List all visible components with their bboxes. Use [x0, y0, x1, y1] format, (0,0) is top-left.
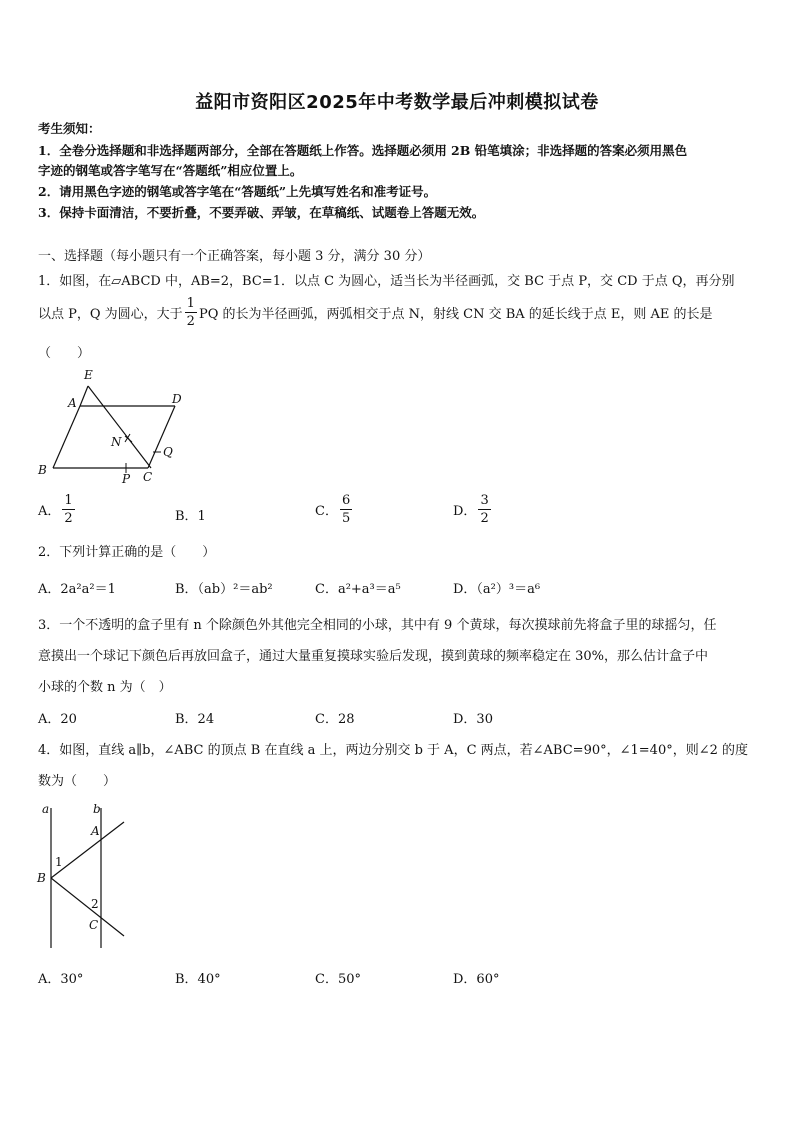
q2-option-b[interactable]: B．（ab）²＝ab²	[175, 582, 273, 597]
section-heading: 一、选择题（每小题只有一个正确答案，每小题 3 分，满分 30 分）	[38, 249, 431, 264]
q1-option-a-den: 2	[64, 511, 73, 526]
q4-option-d[interactable]: D．60°	[453, 972, 500, 987]
line-ba	[51, 822, 124, 878]
label-b-point: B	[37, 871, 46, 885]
ray-cn	[88, 386, 151, 468]
q1-line2	[38, 297, 713, 328]
q3-line2: 意摸出一个球记下颜色后再放回盒子，通过大量重复摸球实验后发现，摸到黄球的频率稳定在 30%，那么估计盒子中	[38, 649, 709, 664]
q1-option-c-label: C．	[315, 504, 338, 519]
notice-item-1-cont: 字迹的钢笔或答字笔写在“答题纸”相应位置上。	[38, 163, 303, 178]
notice-heading: 考生须知：	[38, 121, 101, 136]
q1-option-c-fraction	[340, 494, 352, 525]
q1-line1: 1．如图，在▱ABCD 中，AB=2，BC=1．以点 C 为圆心，适当长为半径画弧，交 BC 于点 P，交 CD 于点 Q，再分别	[38, 274, 735, 289]
q4-line2: 数为（ ）	[38, 774, 117, 789]
q4-option-a[interactable]: A．30°	[38, 972, 84, 987]
notice-item-1: 1．全卷分选择题和非选择题两部分，全部在答题纸上作答。选择题必须用 2B 铅笔填涂；非选择题的答案必须用黑色	[38, 143, 688, 158]
label-p: P	[122, 472, 131, 486]
label-e: E	[84, 368, 93, 382]
q1-option-d-fraction	[478, 494, 490, 525]
q1-option-d-label: D．	[453, 504, 477, 519]
label-b: B	[38, 463, 47, 477]
notice-item-3: 3．保持卡面清洁，不要折叠，不要弄破、弄皱，在草稿纸、试题卷上答题无效。	[38, 205, 485, 220]
label-n: N	[111, 435, 122, 449]
label-d: D	[172, 392, 182, 406]
line-bc	[51, 878, 124, 936]
q1-line3: （ ）	[38, 346, 91, 361]
q1-fraction-den: 2	[186, 314, 195, 329]
label-c-point: C	[89, 918, 99, 932]
q1-option-c-num: 6	[341, 493, 351, 508]
label-a-line: a	[42, 802, 50, 816]
q2-option-d[interactable]: D．（a²）³＝a⁶	[453, 582, 541, 597]
q2-option-a[interactable]: A．2a²a²＝1	[38, 582, 116, 597]
q1-option-a[interactable]	[38, 494, 77, 525]
label-a: A	[68, 396, 77, 410]
q1-option-d-den: 2	[480, 511, 489, 526]
q1-option-d[interactable]	[453, 494, 493, 525]
q4-line1: 4．如图，直线 a∥b，∠ABC 的顶点 B 在直线 a 上，两边分别交 b 于 A，C 两点，若∠ABC=90°，∠1=40°，则∠2 的度	[38, 743, 749, 758]
q1-line2-pre: 以点 P，Q 为圆心，大于	[38, 307, 183, 322]
q4-parallel-lines-figure	[33, 800, 133, 952]
q3-option-d[interactable]: D．30	[453, 712, 493, 727]
q3-option-c[interactable]: C．28	[315, 712, 355, 727]
q1-fraction	[185, 297, 197, 328]
q3-option-a[interactable]: A．20	[38, 712, 77, 727]
q1-option-d-num: 3	[480, 493, 489, 508]
q4-option-c[interactable]: C．50°	[315, 972, 361, 987]
q3-line1: 3．一个不透明的盒子里有 n 个除颜色外其他完全相同的小球，其中有 9 个黄球，每次摸球前先将盒子里的球摇匀，任	[38, 618, 717, 633]
line-ba	[53, 406, 80, 468]
q1-line2-post: PQ 的长为半径画弧，两弧相交于点 N，射线 CN 交 BA 的延长线于点 E，则 AE 的长是	[198, 307, 713, 322]
notice-item-2: 2．请用黑色字迹的钢笔或答字笔在“答题纸”上先填写姓名和准考证号。	[38, 184, 437, 199]
q1-option-a-fraction	[62, 494, 74, 525]
label-angle-1: 1	[55, 855, 63, 869]
page-title: 益阳市资阳区2025年中考数学最后冲刺模拟试卷	[195, 92, 599, 113]
label-c: C	[143, 470, 153, 484]
label-a-point: A	[91, 824, 100, 838]
q4-option-b[interactable]: B．40°	[175, 972, 221, 987]
q3-option-b[interactable]: B．24	[175, 712, 215, 727]
line-ae-extension	[80, 386, 88, 406]
q1-option-a-num: 1	[64, 493, 73, 508]
label-angle-2: 2	[91, 897, 99, 911]
label-q: Q	[163, 445, 173, 459]
q2-option-c[interactable]: C．a²+a³＝a⁵	[315, 582, 401, 597]
q1-option-b[interactable]: B．1	[175, 509, 206, 524]
q1-option-c[interactable]	[315, 494, 354, 525]
q1-option-a-label: A．	[38, 504, 61, 519]
q3-line3: 小球的个数 n 为（ ）	[38, 680, 172, 695]
q1-parallelogram-figure	[35, 364, 195, 489]
label-b-line: b	[93, 802, 101, 816]
q1-fraction-num: 1	[186, 296, 195, 311]
q1-option-c-den: 5	[341, 511, 351, 526]
q2-stem: 2．下列计算正确的是（ ）	[38, 545, 216, 560]
